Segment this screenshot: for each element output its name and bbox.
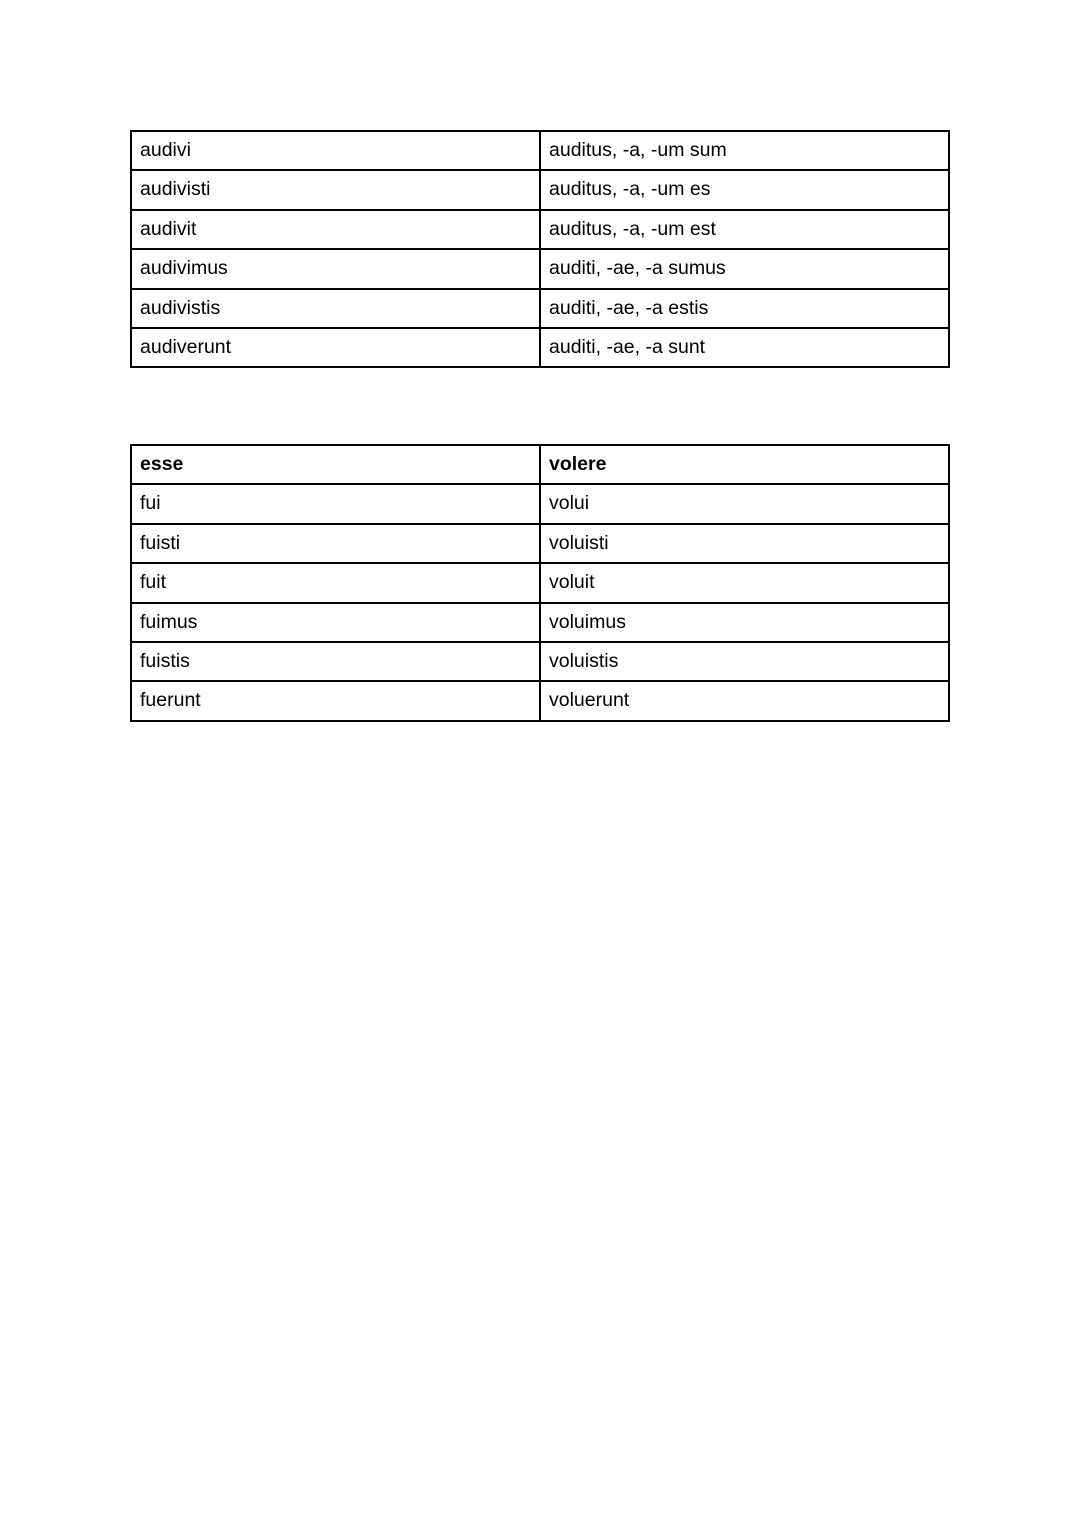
- table-cell: audivisti: [131, 170, 540, 209]
- table-header-row: [131, 445, 949, 484]
- table-row: [131, 170, 949, 209]
- table-row: [131, 328, 949, 367]
- table-header-cell: volere: [540, 445, 949, 484]
- table-row: [131, 681, 949, 720]
- table-cell: voluistis: [540, 642, 949, 681]
- table-cell: audivi: [131, 131, 540, 170]
- table-cell: auditus, -a, -um sum: [540, 131, 949, 170]
- table-cell: audiverunt: [131, 328, 540, 367]
- table-row: [131, 210, 949, 249]
- table-cell: fuit: [131, 563, 540, 602]
- table-cell: auditi, -ae, -a estis: [540, 289, 949, 328]
- table-cell: audivistis: [131, 289, 540, 328]
- table-cell: auditus, -a, -um es: [540, 170, 949, 209]
- esse-volere-table: [130, 444, 950, 722]
- table-cell: voluisti: [540, 524, 949, 563]
- table-cell: volui: [540, 484, 949, 523]
- table-row: [131, 249, 949, 288]
- table-row: [131, 131, 949, 170]
- table-cell: fuisti: [131, 524, 540, 563]
- table-cell: fuerunt: [131, 681, 540, 720]
- table-row: [131, 484, 949, 523]
- table-row: [131, 642, 949, 681]
- table-header-cell: esse: [131, 445, 540, 484]
- table-cell: audivit: [131, 210, 540, 249]
- table-row: [131, 524, 949, 563]
- table-cell: auditi, -ae, -a sumus: [540, 249, 949, 288]
- table-row: [131, 603, 949, 642]
- table-cell: auditus, -a, -um est: [540, 210, 949, 249]
- table-cell: voluit: [540, 563, 949, 602]
- table-row: [131, 563, 949, 602]
- table-cell: audivimus: [131, 249, 540, 288]
- table-cell: voluimus: [540, 603, 949, 642]
- table-cell: fui: [131, 484, 540, 523]
- table-cell: fuimus: [131, 603, 540, 642]
- perfect-tense-table: [130, 130, 950, 368]
- table-row: [131, 289, 949, 328]
- table-cell: fuistis: [131, 642, 540, 681]
- table-cell: auditi, -ae, -a sunt: [540, 328, 949, 367]
- table-cell: voluerunt: [540, 681, 949, 720]
